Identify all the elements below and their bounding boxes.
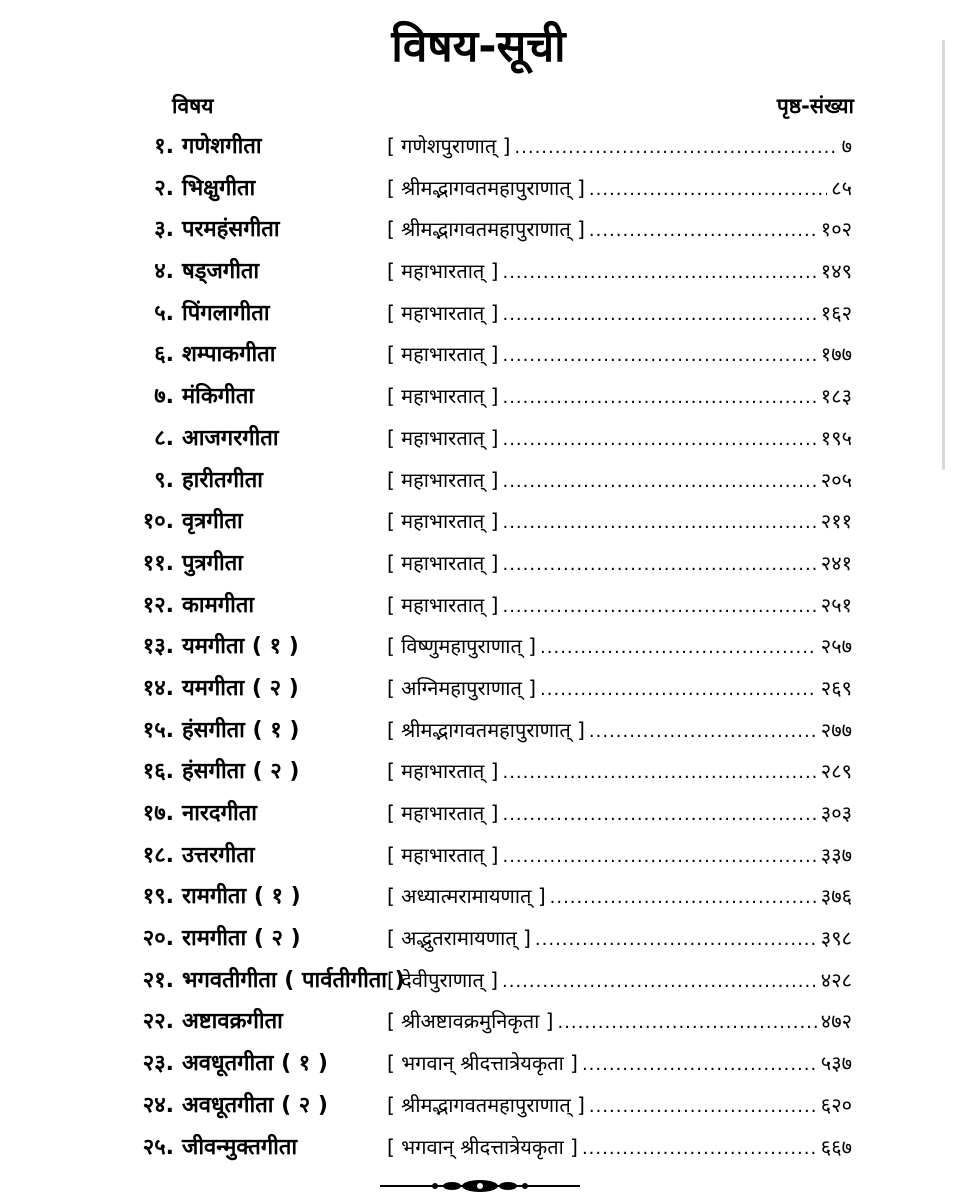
dot-leader: [557, 1002, 816, 1044]
entry-source: [ महाभारतात् ]: [387, 384, 499, 409]
entry-source-line: [387, 334, 852, 377]
entry-title: कामगीता: [182, 592, 255, 618]
entry-title: आजगरगीता: [182, 425, 279, 451]
entry-page-number: २८९: [820, 759, 852, 784]
dot-leader: [589, 711, 817, 753]
entry-source-line: [387, 960, 852, 1003]
toc-row: [0, 918, 957, 960]
dot-leader: [535, 919, 817, 961]
decorative-divider-icon: [380, 1176, 580, 1196]
dot-leader: [589, 169, 827, 211]
entry-title: गणेशगीता: [182, 134, 262, 159]
entry-page-number: २०५: [820, 467, 852, 492]
dot-leader: [582, 1128, 817, 1170]
dot-leader: [540, 627, 817, 669]
toc-row: [0, 418, 957, 460]
entry-page-number: ५३७: [820, 1051, 852, 1076]
dot-leader: [502, 836, 816, 878]
entry-number: ३.: [154, 217, 174, 243]
toc-row: [0, 1085, 957, 1127]
entry-number: ६.: [154, 342, 174, 368]
entry-number: ५.: [154, 300, 174, 326]
entry-title: अवधूतगीता ( १ ): [182, 1051, 328, 1077]
entry-page-number: २४१: [820, 550, 852, 575]
entry-title: मंकिगीता: [182, 384, 255, 410]
entry-title: पुत्रगीता: [182, 550, 243, 576]
dot-leader: [502, 961, 817, 1003]
entry-source-line: [387, 460, 852, 503]
toc-row: [0, 1001, 957, 1043]
entry-source-line: [387, 1001, 852, 1044]
entry-page-number: २६९: [820, 675, 852, 700]
entry-source-line: [387, 793, 852, 836]
entry-page-number: ८५: [831, 175, 852, 200]
toc-row: [0, 376, 957, 418]
toc-row: [0, 251, 957, 293]
entry-page-number: ६६७: [820, 1134, 852, 1159]
entry-source: [ श्रीअष्टावक्रमुनिकृता ]: [387, 1009, 554, 1034]
entry-title: अष्टावक्रगीता: [182, 1009, 283, 1035]
entry-page-number: १७७: [820, 342, 852, 367]
entry-title: शम्पाकगीता: [182, 342, 276, 368]
entry-source-line: [387, 168, 852, 211]
entry-source: [ श्रीमद्भागवतमहापुराणात् ]: [387, 717, 585, 742]
entry-source: [ भगवान् श्रीदत्तात्रेयकृता ]: [387, 1134, 578, 1159]
entry-source-line: [387, 585, 852, 628]
entry-source-line: [387, 501, 852, 544]
toc-row: [0, 626, 957, 668]
entry-page-number: २५७: [820, 634, 852, 659]
entry-source: [ महाभारतात् ]: [387, 342, 499, 367]
entry-page-number: ६२०: [820, 1092, 852, 1117]
entry-source: [ श्रीमद्भागवतमहापुराणात् ]: [387, 175, 585, 200]
entry-title: यमगीता ( १ ): [182, 634, 299, 660]
entry-number: २१.: [142, 967, 174, 993]
toc-row: [0, 460, 957, 502]
entry-source: [ भगवान् श्रीदत्तात्रेयकृता ]: [387, 1051, 578, 1076]
entry-source: [ महाभारतात् ]: [387, 467, 499, 492]
entry-title: रामगीता ( २ ): [182, 926, 301, 952]
entry-page-number: २७७: [820, 717, 852, 742]
entry-title: परमहंसगीता: [182, 217, 280, 243]
entry-source-line: [387, 126, 852, 169]
entry-source: [ महाभारतात् ]: [387, 425, 499, 450]
entry-title: षड्जगीता: [182, 259, 260, 285]
entry-page-number: ३९८: [820, 926, 852, 951]
entry-number: २५.: [142, 1134, 174, 1160]
entry-page-number: ३०३: [820, 801, 852, 825]
subject-column-header: विषय: [172, 94, 214, 118]
table-of-contents: [0, 126, 957, 1168]
entry-page-number: १४९: [820, 259, 852, 284]
dot-leader: [514, 127, 837, 169]
entry-source: [ श्रीमद्भागवतमहापुराणात् ]: [387, 1092, 585, 1117]
entry-source-line: [387, 293, 852, 336]
toc-row: [0, 668, 957, 710]
entry-title: हंसगीता ( २ ): [182, 759, 300, 785]
toc-row: [0, 209, 957, 251]
entry-source-line: [387, 1085, 852, 1128]
entry-source: [ अग्निमहापुराणात् ]: [387, 675, 537, 700]
entry-page-number: ४७२: [820, 1009, 852, 1034]
entry-source-line: [387, 251, 852, 294]
entry-source-line: [387, 668, 852, 711]
dot-leader: [502, 419, 816, 461]
entry-source-line: [387, 835, 852, 878]
dot-leader: [550, 877, 817, 919]
dot-leader: [502, 502, 816, 544]
entry-number: ४.: [154, 259, 174, 285]
entry-number: ९.: [154, 467, 174, 493]
entry-source-line: [387, 543, 852, 586]
entry-source-line: [387, 1127, 852, 1170]
entry-page-number: २५१: [820, 592, 852, 617]
entry-source-line: [387, 209, 852, 252]
dot-leader: [589, 210, 817, 252]
entry-number: १०.: [142, 509, 174, 535]
entry-source: [ विष्णुमहापुराणात् ]: [387, 634, 537, 659]
entry-page-number: ७: [841, 134, 852, 158]
dot-leader: [502, 461, 816, 503]
entry-number: २०.: [142, 926, 174, 952]
entry-source-line: [387, 1043, 852, 1086]
toc-row: [0, 501, 957, 543]
entry-title: भिक्षुगीता: [182, 175, 256, 201]
dot-leader: [502, 335, 816, 377]
entry-number: ८.: [154, 425, 174, 451]
dot-leader: [502, 586, 816, 628]
entry-title: भगवतीगीता ( पार्वतीगीता ): [182, 967, 405, 993]
dot-leader: [502, 252, 816, 294]
dot-leader: [589, 1086, 817, 1128]
entry-number: २३.: [142, 1051, 174, 1077]
entry-page-number: १०२: [820, 217, 852, 242]
page-number-column-header: पृष्ठ-संख्या: [776, 94, 854, 118]
entry-number: १८.: [142, 842, 174, 868]
entry-page-number: १८३: [820, 384, 852, 409]
entry-title: हंसगीता ( १ ): [182, 717, 300, 743]
entry-title: अवधूतगीता ( २ ): [182, 1092, 328, 1118]
entry-source-line: [387, 751, 852, 794]
entry-source-line: [387, 918, 852, 961]
entry-source: [ महाभारतात् ]: [387, 759, 499, 784]
entry-source: [ महाभारतात् ]: [387, 842, 499, 867]
entry-title: जीवन्मुक्तगीता: [182, 1134, 298, 1160]
entry-title: यमगीता ( २ ): [182, 675, 299, 701]
entry-title: वृत्रगीता: [182, 509, 243, 535]
toc-row: [0, 126, 957, 168]
entry-page-number: २११: [820, 509, 852, 534]
entry-source-line: [387, 626, 852, 669]
dot-leader: [502, 544, 816, 586]
toc-row: [0, 543, 957, 585]
toc-row: [0, 751, 957, 793]
dot-leader: [540, 669, 817, 711]
entry-title: हारीतगीता: [182, 467, 263, 493]
entry-number: १.: [154, 134, 174, 159]
entry-source: [ महाभारतात् ]: [387, 259, 499, 284]
entry-number: १६.: [142, 759, 174, 785]
entry-number: १७.: [142, 801, 174, 826]
toc-row: [0, 293, 957, 335]
entry-source: [ श्रीमद्भागवतमहापुराणात् ]: [387, 217, 585, 242]
entry-source-line: [387, 418, 852, 461]
entry-number: १३.: [142, 634, 174, 660]
entry-source: [ महाभारतात् ]: [387, 592, 499, 617]
entry-number: १९.: [142, 884, 174, 910]
dot-leader: [502, 752, 816, 794]
dot-leader: [502, 794, 816, 836]
toc-row: [0, 168, 957, 210]
entry-source-line: [387, 876, 852, 919]
entry-number: ११.: [142, 550, 174, 576]
entry-page-number: १६२: [820, 300, 852, 325]
entry-source: [ महाभारतात् ]: [387, 801, 499, 825]
entry-number: १५.: [142, 717, 174, 743]
toc-row: [0, 334, 957, 376]
toc-row: [0, 960, 957, 1002]
entry-page-number: ३७६: [820, 884, 852, 909]
entry-number: १४.: [142, 675, 174, 701]
entry-source: [ महाभारतात् ]: [387, 509, 499, 534]
entry-source: [ देवीपुराणात् ]: [387, 967, 499, 992]
entry-number: १२.: [142, 592, 174, 618]
entry-number: ७.: [154, 384, 174, 410]
toc-row: [0, 876, 957, 918]
entry-title: पिंगलागीता: [182, 300, 270, 326]
dot-leader: [502, 294, 816, 336]
entry-page-number: ४२८: [820, 967, 852, 992]
entry-source-line: [387, 376, 852, 419]
toc-row: [0, 710, 957, 752]
entry-source: [ गणेशपुराणात् ]: [387, 134, 511, 158]
entry-number: २४.: [142, 1092, 174, 1118]
toc-row: [0, 793, 957, 835]
entry-page-number: ३३७: [820, 842, 852, 867]
toc-row: [0, 835, 957, 877]
toc-row: [0, 1043, 957, 1085]
entry-title: नारदगीता: [182, 801, 257, 826]
entry-title: उत्तरगीता: [182, 842, 255, 868]
entry-title: रामगीता ( १ ): [182, 884, 301, 910]
toc-row: [0, 1127, 957, 1169]
entry-source-line: [387, 710, 852, 753]
entry-source: [ महाभारतात् ]: [387, 300, 499, 325]
dot-leader: [502, 377, 816, 419]
entry-source: [ अद्भुतरामायणात् ]: [387, 926, 531, 951]
entry-number: २.: [154, 175, 174, 201]
page-title: विषय-सूची: [391, 21, 566, 72]
entry-source: [ महाभारतात् ]: [387, 550, 499, 575]
entry-page-number: १९५: [820, 425, 852, 450]
dot-leader: [582, 1044, 817, 1086]
entry-source: [ अध्यात्मरामायणात् ]: [387, 884, 546, 909]
entry-number: २२.: [142, 1009, 174, 1035]
toc-row: [0, 585, 957, 627]
